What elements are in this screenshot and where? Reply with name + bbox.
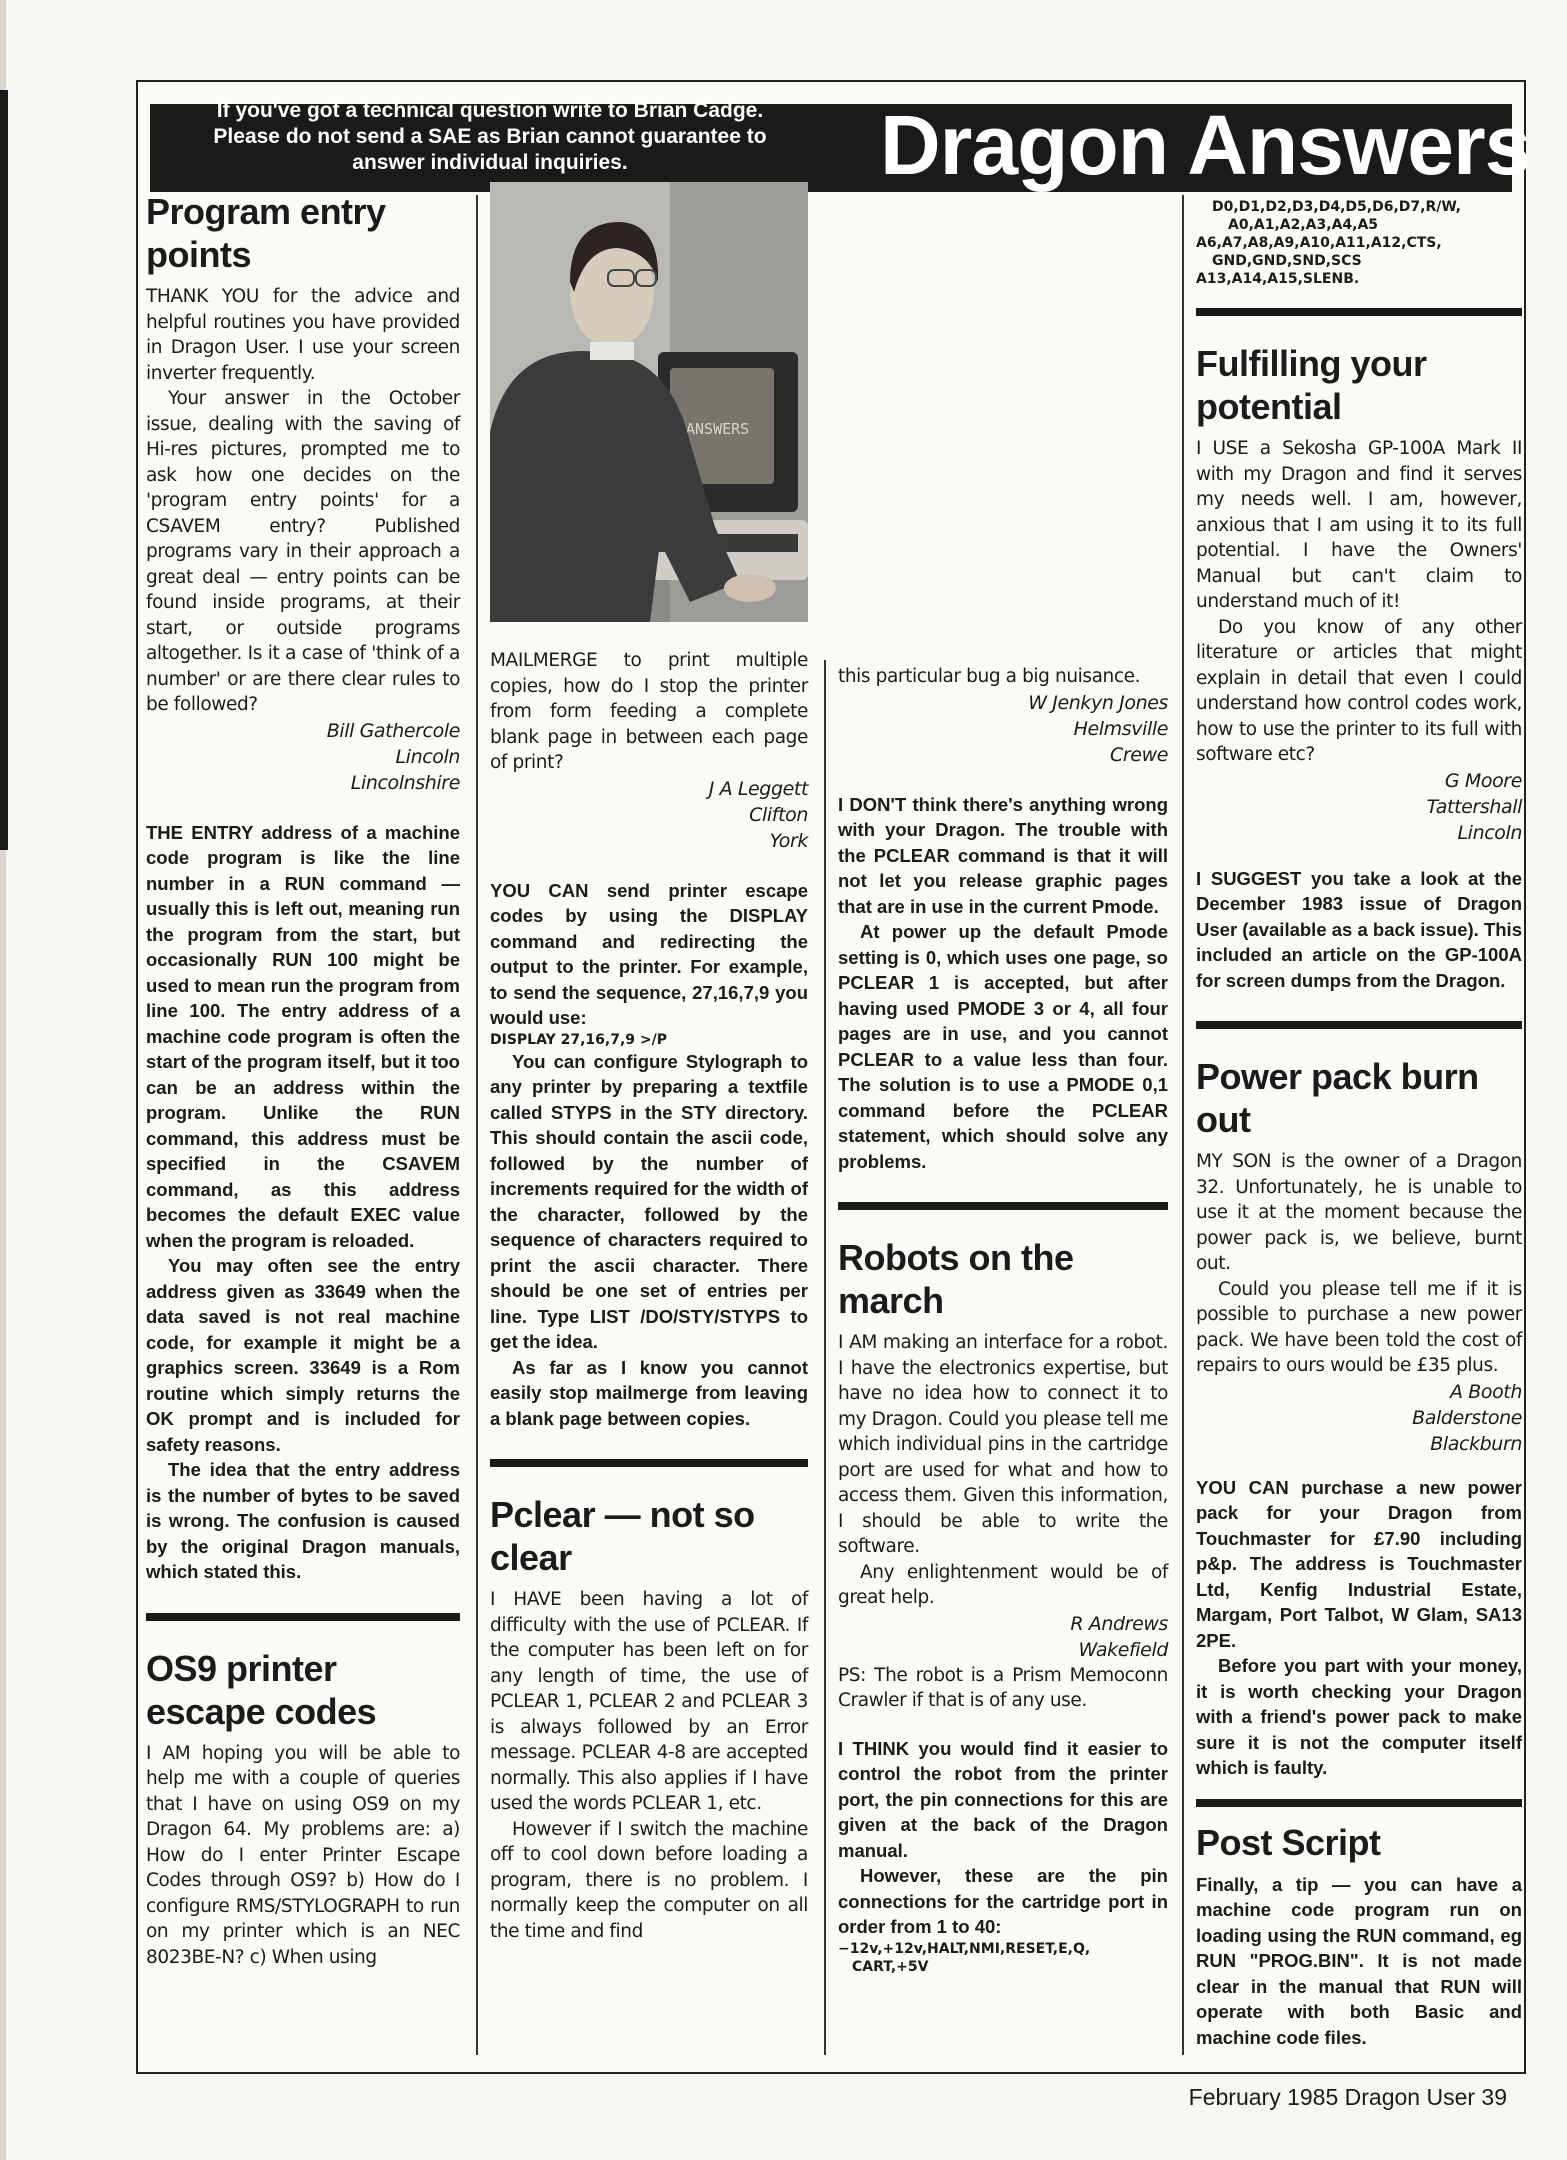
letter-paragraph: MAILMERGE to print multiple copies, how do I stop the printer from form feeding a complete blank page in between each page of print? bbox=[490, 650, 808, 773]
section-separator bbox=[1196, 1021, 1522, 1029]
section-separator bbox=[1196, 308, 1522, 316]
column-3 bbox=[838, 664, 1168, 1976]
answer-paragraph: Before you part with your money, it is worth checking your Dragon with a friend's power pack to make sure it is not the computer itself which is faulty. bbox=[1196, 1655, 1522, 1778]
signature-town: Clifton bbox=[749, 803, 808, 826]
letter-paragraph: I USE a Sekosha GP-100A Mark II with my Dragon and find it serves my needs well. I am, however, anxious that I am using it to its full potential. I have the Owners' Manual but can't claim to understand much of it! bbox=[1196, 438, 1522, 612]
signature-county: Blackburn bbox=[1430, 1432, 1522, 1455]
signature-town: Wakefield bbox=[1078, 1638, 1168, 1661]
pin-list-line: D0,D1,D2,D3,D4,D5,D6,D7,R/W, bbox=[1212, 199, 1461, 215]
signature bbox=[838, 1611, 1168, 1663]
section-separator bbox=[1196, 1799, 1522, 1807]
header-note bbox=[160, 98, 820, 176]
signature-town: Tattershall bbox=[1426, 795, 1522, 818]
column-rule bbox=[476, 195, 478, 2055]
postscript-line: PS: The robot is a Prism Memoconn Crawler if that is of any use. bbox=[838, 1664, 1168, 1711]
signature-county: Crewe bbox=[1110, 743, 1168, 766]
pin-list-line: CART,+5V bbox=[852, 1958, 929, 1975]
letter-paragraph: this particular bug a big nuisance. bbox=[838, 666, 1141, 687]
letter-paragraph: I AM hoping you will be able to help me with a couple of queries that I have on using OS9 on my Dragon 64. My problems are: a) How do I enter Printer Escape Codes through OS9? b) How do I configure RMS/STYLOGRAPH to run on my printer which is an NEC 8023BE-N? c) When using bbox=[146, 1742, 460, 1968]
answer-paragraph: Finally, a tip — you can have a machine code program run on loading using the RUN command, eg RUN "PROG.BIN". It is not made clear in the manual that RUN will operate with both Basic and machine code files. bbox=[1196, 1873, 1522, 2048]
masthead: Dragon Answers bbox=[880, 98, 1531, 192]
signature-name: J A Leggett bbox=[708, 777, 808, 800]
signature-county: York bbox=[769, 829, 808, 852]
headline-robots: Robots on the march bbox=[838, 1237, 1074, 1321]
letter-paragraph: I HAVE been having a lot of difficulty with the use of PCLEAR. If the computer has been left on for any length of time, the use of PCLEAR 1, PCLEAR 2 and PCLEAR 3 is always followed by an Error message. PCLEAR 4-8 are accepted normally. This also applies if I have used the words PCLEAR 1, etc. bbox=[490, 1589, 808, 1814]
headline-program-entry: Program entry points bbox=[146, 191, 386, 275]
author-photo bbox=[490, 182, 808, 622]
answer-paragraph: I DON'T think there's anything wrong with your Dragon. The trouble with the PCLEAR command is that it will not let you release graphic pages that are in use in the current Pmode. bbox=[838, 793, 1168, 917]
signature-town: Helmsville bbox=[1073, 717, 1168, 740]
answer-paragraph: You can configure Stylograph to any printer by preparing a textfile called STYPS in the STY directory. This should contain the ascii code, followed by the number of increments required for the width of the character, followed by the sequence of characters required to print the ascii character. There should be one set of entries per line. Type LIST /DO/STY/STYPS to get the idea. bbox=[490, 1050, 808, 1352]
headline-fulfilling: Fulfilling your potential bbox=[1196, 343, 1427, 427]
answer-paragraph: I SUGGEST you take a look at the December 1983 issue of Dragon User (available as a back issue). This included an article on the GP-100A for screen dumps from the Dragon. bbox=[1196, 867, 1522, 991]
header-note-line: If you've got a technical question write to Brian Cadge. bbox=[216, 99, 764, 122]
code-line: DISPLAY 27,16,7,9 >/P bbox=[490, 1031, 667, 1048]
signature-name: W Jenkyn Jones bbox=[1028, 691, 1168, 714]
answer-paragraph: YOU CAN send printer escape codes by using the DISPLAY command and redirecting the output to the printer. For example, to send the sequence, 27,16,7,9 you would use: bbox=[490, 879, 808, 1028]
photo-illustration bbox=[490, 182, 808, 622]
headline-os9: OS9 printer escape codes bbox=[146, 1647, 377, 1732]
answer-paragraph: As far as I know you cannot easily stop mailmerge from leaving a blank page between copies. bbox=[490, 1356, 808, 1429]
letter-paragraph: However if I switch the machine off to cool down before loading a program, there is no problem. I normally keep the computer on all the time and find bbox=[490, 1818, 808, 1942]
signature-name: G Moore bbox=[1444, 769, 1522, 792]
letter-paragraph: Any enlightenment would be of great help. bbox=[838, 1561, 1168, 1608]
letter-paragraph: THANK YOU for the advice and helpful routines you have provided in Dragon User. I use your screen inverter frequently. bbox=[146, 286, 460, 384]
pin-list-line: A13,A14,A15,SLENB. bbox=[1196, 271, 1360, 287]
signature-county: Lincolnshire bbox=[350, 771, 460, 794]
column-rule bbox=[824, 660, 826, 2055]
signature-name: R Andrews bbox=[1070, 1612, 1168, 1635]
answer-paragraph: You may often see the entry address given as 33649 when the data saved is not real machine code, for example it might be a graphics screen. 33649 is a Rom routine which simply returns the OK prompt and is included for safety reasons. bbox=[146, 1255, 460, 1455]
signature-town: Lincoln bbox=[395, 745, 460, 768]
section-separator bbox=[838, 1202, 1168, 1210]
header-note-line: Please do not send a SAE as Brian cannot guarantee to bbox=[213, 125, 767, 148]
headline-power: Power pack burn out bbox=[1196, 1056, 1479, 1140]
facing-page-edge bbox=[0, 90, 8, 850]
signature-name: A Booth bbox=[1449, 1380, 1522, 1403]
headline-postscript: Post Script bbox=[1196, 1821, 1381, 1863]
signature bbox=[838, 690, 1168, 768]
letter-paragraph: Your answer in the October issue, dealing with the saving of Hi-res pictures, prompted me to ask how one decides on the 'program entry points' for a CSAVEM entry? Published programs vary in their approach a great deal — entry points can be found inside programs, at their start, or outside programs altogether. Is it a case of 'think of a number' or are there clear rules to be followed? bbox=[146, 388, 460, 715]
column-4 bbox=[1196, 198, 1522, 2050]
signature-name: Bill Gathercole bbox=[326, 719, 460, 742]
letter-paragraph: Do you know of any other literature or articles that might explain in detail that even I could understand how control codes work, how to use the printer to its full with software etc? bbox=[1196, 616, 1522, 765]
header-note-line: answer individual inquiries. bbox=[352, 151, 628, 174]
pin-list-line: A0,A1,A2,A3,A4,A5 bbox=[1228, 217, 1379, 233]
section-separator bbox=[490, 1459, 808, 1467]
pin-list-line: A6,A7,A8,A9,A10,A11,A12,CTS, bbox=[1196, 235, 1442, 251]
signature bbox=[490, 776, 808, 854]
answer-paragraph: THE ENTRY address of a machine code program is like the line number in a RUN command — usually this is left out, meaning run the program from the start, but occasionally RUN 100 might be used to mean run the program from line 100. The entry address of a machine code program is often the start of the program itself, but it too can be an address within the program. Unlike the RUN command, this address must be specified in the CSAVEM command, as this address becomes the default EXEC value when the program is reloaded. bbox=[146, 821, 460, 1251]
column-rule bbox=[1182, 195, 1184, 2055]
monitor-screen-text: ANSWERS bbox=[686, 420, 750, 438]
signature bbox=[146, 718, 460, 796]
section-separator bbox=[146, 1613, 460, 1621]
answer-paragraph: YOU CAN purchase a new power pack for your Dragon from Touchmaster for £7.90 including p&p. The address is Touchmaster Ltd, Kenfig Industrial Estate, Margam, Port Talbot, W Glam, SA13 2PE. bbox=[1196, 1476, 1522, 1651]
letter-paragraph: MY SON is the owner of a Dragon 32. Unfortunately, he is unable to use it at the moment because the power pack is, we believe, burnt out. bbox=[1196, 1151, 1522, 1274]
column-1 bbox=[146, 190, 460, 1970]
answer-paragraph: However, these are the pin connections for the cartridge port in order from 1 to 40: bbox=[838, 1865, 1168, 1937]
signature bbox=[1196, 1379, 1522, 1457]
signature-town: Balderstone bbox=[1412, 1406, 1522, 1429]
column-2 bbox=[490, 190, 808, 1944]
answer-paragraph: I THINK you would find it easier to control the robot from the printer port, the pin connections for this are given at the back of the Dragon manual. bbox=[838, 1737, 1168, 1861]
page-folio: February 1985 Dragon User 39 bbox=[1188, 2084, 1507, 2110]
letter-paragraph: Could you please tell me if it is possible to purchase a new power pack. We have been told the cost of repairs to ours would be £35 plus. bbox=[1196, 1278, 1522, 1376]
letter-paragraph: I AM making an interface for a robot. I have the electronics expertise, but have no idea how to connect it to my Dragon. Could you please tell me which individual pins in the cartridge port are used for what and how to access them. Given this information, I should be able to write the software. bbox=[838, 1332, 1168, 1557]
signature bbox=[1196, 768, 1522, 846]
answer-paragraph: At power up the default Pmode setting is 0, which uses one page, so PCLEAR 1 is accepted, but after having used PMODE 3 or 4, all four pages are in use, and you cannot PCLEAR to a value less than four. The solution is to use a PMODE 0,1 command before the PCLEAR statement, which should solve any problems. bbox=[838, 921, 1168, 1172]
answer-paragraph: The idea that the entry address is the number of bytes to be saved is wrong. The confusion is caused by the original Dragon manuals, which stated this. bbox=[146, 1459, 460, 1582]
headline-pclear: Pclear — not so clear bbox=[490, 1494, 755, 1578]
pin-list-line: GND,GND,SND,SCS bbox=[1212, 253, 1362, 269]
signature-county: Lincoln bbox=[1457, 821, 1522, 844]
pin-list-line: −12v,+12v,HALT,NMI,RESET,E,Q, bbox=[838, 1940, 1091, 1957]
